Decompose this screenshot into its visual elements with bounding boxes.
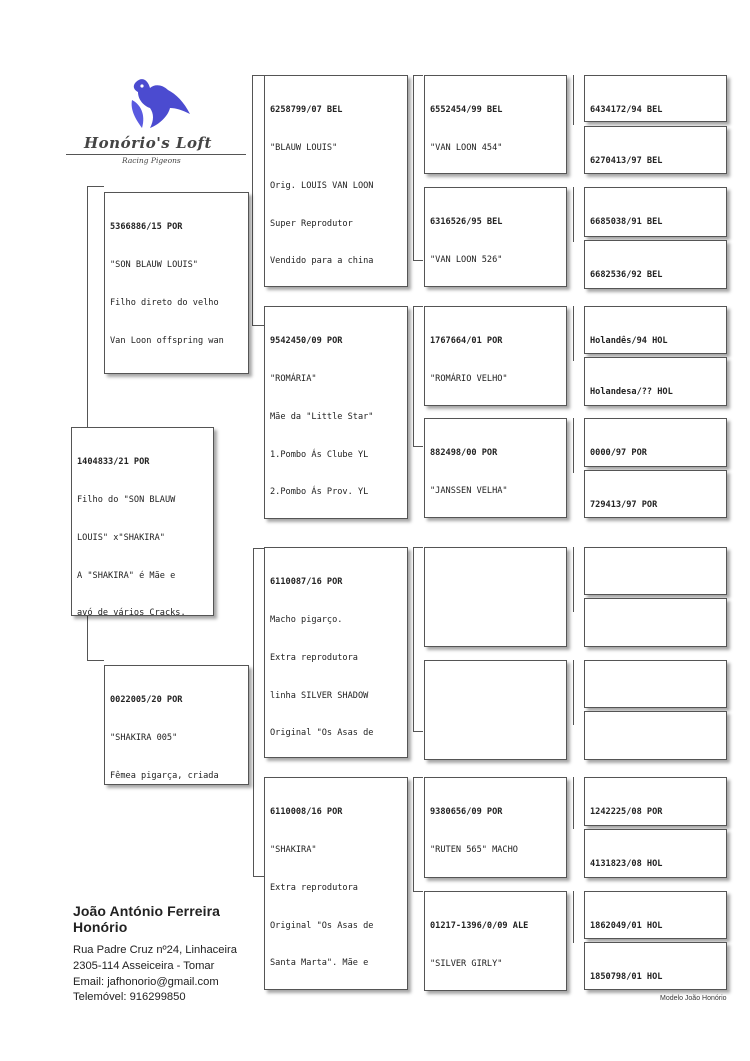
ancestor-card bbox=[584, 470, 727, 518]
connector bbox=[252, 75, 253, 325]
ring-number: 1404833/21 POR bbox=[77, 457, 150, 468]
card-line: "VAN LOON 454" bbox=[430, 142, 503, 153]
grandparent-card bbox=[264, 547, 408, 758]
empty-pedigree-card bbox=[584, 711, 727, 760]
empty-pedigree-card bbox=[584, 547, 727, 595]
connector bbox=[573, 891, 574, 943]
card-line: Super Reprodutor bbox=[270, 218, 353, 229]
ring-number: 6110087/16 POR bbox=[270, 577, 343, 588]
ring-number: 1862049/01 HOL bbox=[590, 921, 663, 932]
card-line: Van Loon offspring wan bbox=[110, 335, 224, 346]
ring-number: 1242225/08 POR bbox=[590, 807, 663, 818]
connector bbox=[253, 876, 264, 877]
empty-pedigree-card bbox=[584, 598, 727, 647]
card-line: linha SILVER SHADOW bbox=[270, 690, 369, 701]
connector bbox=[413, 547, 414, 731]
ancestor-card bbox=[584, 357, 727, 406]
great-grandparent-card bbox=[424, 187, 567, 287]
connector bbox=[413, 75, 414, 260]
card-line: "RUTEN 565" MACHO bbox=[430, 844, 518, 855]
great-grandparent-card bbox=[424, 891, 567, 991]
grandparent-card bbox=[264, 777, 408, 990]
ring-number: 0022005/20 POR bbox=[110, 695, 183, 706]
ancestor-card bbox=[584, 891, 727, 939]
card-line: "SHAKIRA" bbox=[270, 844, 317, 855]
dam-card bbox=[104, 665, 249, 785]
connector bbox=[87, 660, 104, 661]
card-line: Extra reprodutora bbox=[270, 652, 358, 663]
empty-pedigree-card bbox=[424, 660, 567, 760]
card-line: LOUIS" x"SHAKIRA" bbox=[77, 532, 165, 543]
card-line: "SHAKIRA 005" bbox=[110, 732, 178, 743]
ancestor-card bbox=[584, 942, 727, 990]
ring-number: Holandesa/?? HOL bbox=[590, 387, 673, 398]
card-line: Extra reprodutora bbox=[270, 882, 358, 893]
owner-phone: Telemóvel: 916299850 bbox=[73, 991, 186, 1004]
connector bbox=[573, 777, 574, 829]
card-line: "BLAUW LOUIS" bbox=[270, 142, 338, 153]
template-credit: Modelo João Honório bbox=[660, 995, 727, 1002]
card-line: "SON BLAUW LOUIS" bbox=[110, 259, 198, 270]
card-line: Vendido para a china bbox=[270, 256, 374, 267]
connector bbox=[413, 446, 423, 447]
ring-number: 6434172/94 BEL bbox=[590, 105, 663, 116]
connector bbox=[252, 75, 264, 76]
ring-number: 6685038/91 BEL bbox=[590, 217, 663, 228]
card-line: Santa Marta". Mãe e bbox=[270, 958, 369, 969]
ring-number: 9380656/09 POR bbox=[430, 807, 503, 818]
empty-pedigree-card bbox=[424, 547, 567, 647]
ancestor-card bbox=[584, 829, 727, 878]
card-line: 2.Pombo Ás Prov. YL bbox=[270, 487, 369, 498]
card-line: "SILVER GIRLY" bbox=[430, 958, 503, 969]
great-grandparent-card bbox=[424, 777, 567, 878]
ancestor-card bbox=[584, 126, 727, 174]
card-line: "ROMÁRIA" bbox=[270, 373, 317, 384]
owner-address: Rua Padre Cruz nº24, Linhaceira bbox=[73, 944, 237, 956]
ancestor-card bbox=[584, 187, 727, 237]
grandparent-card bbox=[264, 306, 408, 519]
card-line: "VAN LOON 526" bbox=[430, 254, 503, 265]
connector bbox=[87, 186, 104, 187]
ring-number: 6682536/92 BEL bbox=[590, 270, 663, 281]
owner-postal-code: 2305-114 Asseiceira - Tomar bbox=[73, 959, 215, 972]
connector bbox=[413, 75, 423, 76]
card-line: 1.Pombo Ás Clube YL bbox=[270, 449, 369, 460]
connector bbox=[413, 547, 423, 548]
subject-pigeon-card bbox=[71, 427, 214, 616]
connector bbox=[413, 777, 423, 778]
card-line: Original "Os Asas de bbox=[270, 920, 374, 931]
ancestor-card bbox=[584, 75, 727, 122]
great-grandparent-card bbox=[424, 306, 567, 406]
ring-number: 6552454/99 BEL bbox=[430, 105, 503, 116]
great-grandparent-card bbox=[424, 418, 567, 518]
ring-number: 6258799/07 BEL bbox=[270, 105, 343, 116]
ring-number: 6316526/95 BEL bbox=[430, 217, 503, 228]
ancestor-card bbox=[584, 240, 727, 289]
logo-subtitle: Racing Pigeons bbox=[122, 156, 181, 165]
connector bbox=[573, 660, 574, 725]
logo-title: Honório's Loft bbox=[84, 134, 212, 152]
ring-number: 729413/97 POR bbox=[590, 500, 658, 511]
card-line: Original "Os Asas de bbox=[270, 728, 374, 739]
card-line: avó de vários Cracks. bbox=[77, 608, 186, 616]
ring-number: 882498/00 POR bbox=[430, 448, 498, 459]
card-line: Macho pigarço. bbox=[270, 614, 343, 625]
connector bbox=[413, 260, 423, 261]
connector bbox=[573, 75, 574, 125]
connector bbox=[413, 777, 414, 891]
owner-email: Email: jafhonorio@gmail.com bbox=[73, 975, 219, 988]
connector bbox=[253, 548, 254, 876]
card-line: Filho direto do velho bbox=[110, 297, 219, 308]
great-grandparent-card bbox=[424, 75, 567, 174]
ring-number: 6110008/16 POR bbox=[270, 807, 343, 818]
loft-logo bbox=[64, 74, 249, 172]
connector bbox=[573, 418, 574, 473]
owner-contact bbox=[73, 903, 273, 1006]
card-line: "JANSSEN VELHA" bbox=[430, 485, 508, 496]
connector bbox=[573, 187, 574, 242]
card-line: Filho do "SON BLAUW bbox=[77, 494, 176, 505]
sire-card bbox=[104, 192, 249, 374]
empty-pedigree-card bbox=[584, 660, 727, 708]
card-line: Orig. LOUIS VAN LOON bbox=[270, 180, 374, 191]
ring-number: 9542450/09 POR bbox=[270, 336, 343, 347]
card-line bbox=[110, 372, 243, 374]
pigeon-icon bbox=[124, 74, 194, 134]
logo-divider bbox=[66, 154, 246, 155]
connector bbox=[253, 548, 264, 549]
ring-number: Holandês/94 HOL bbox=[590, 336, 668, 347]
card-line: Fêmea pigarça, criada bbox=[110, 770, 219, 781]
grandparent-card bbox=[264, 75, 408, 287]
card-line: "ROMÁRIO VELHO" bbox=[430, 373, 508, 384]
connector bbox=[413, 306, 423, 307]
connector bbox=[573, 547, 574, 612]
connector bbox=[573, 306, 574, 361]
ring-number: 1767664/01 POR bbox=[430, 336, 503, 347]
ancestor-card bbox=[584, 306, 727, 354]
ring-number: 1850798/01 HOL bbox=[590, 972, 663, 983]
ancestor-card bbox=[584, 777, 727, 826]
card-line: Mãe da "Little Star" bbox=[270, 411, 374, 422]
connector bbox=[413, 306, 414, 446]
ring-number: 01217-1396/0/09 ALE bbox=[430, 921, 529, 932]
ancestor-card bbox=[584, 418, 727, 467]
connector bbox=[252, 325, 264, 326]
ring-number: 0000/97 POR bbox=[590, 448, 647, 459]
owner-name: João António Ferreira Honório bbox=[73, 903, 221, 935]
connector bbox=[413, 731, 423, 732]
connector bbox=[413, 891, 423, 892]
ring-number: 6270413/97 BEL bbox=[590, 156, 663, 167]
card-line: A "SHAKIRA" é Mãe e bbox=[77, 570, 176, 581]
ring-number: 5366886/15 POR bbox=[110, 222, 183, 233]
ring-number: 4131823/08 HOL bbox=[590, 859, 663, 870]
